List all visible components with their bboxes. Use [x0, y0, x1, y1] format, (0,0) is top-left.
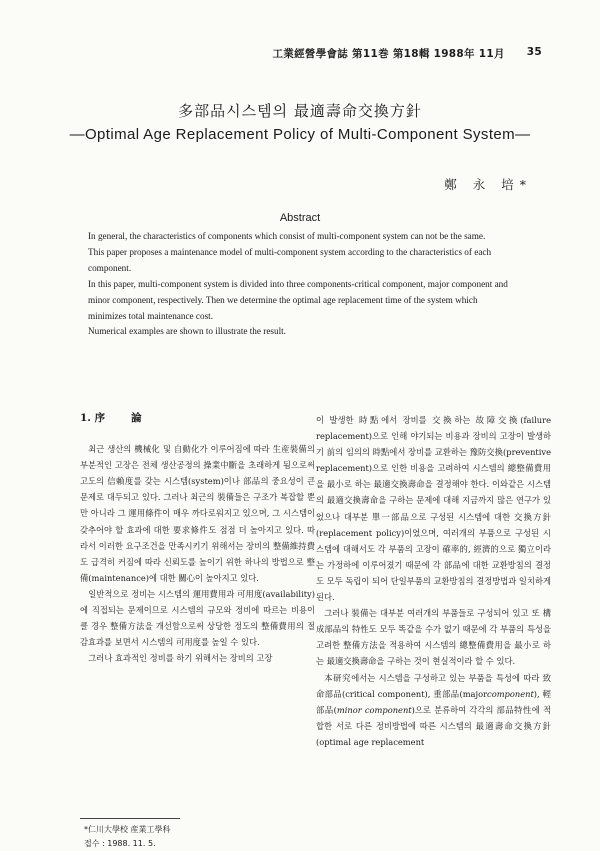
abstract-paragraph: In general, the characteristics of components which consist of multi-component system can not be the same. [88, 231, 486, 241]
body-paragraph: 그러나 효과적인 정비를 하기 위해서는 장비의 고장 [88, 653, 273, 664]
author-name: 鄭 永 培* [444, 177, 532, 192]
page-number: 35 [526, 46, 542, 58]
abstract-paragraph: Numerical examples are shown to illustrate the result. [88, 326, 286, 337]
italic-text: component [487, 688, 534, 699]
section-number: 1. 序 [80, 412, 106, 424]
body-paragraph: 일반적으로 정비는 시스템의 運用費用과 可用度(availability)에 직접되는 문제이므로 시스템의 규모와 정비에 따르는 비용이 클 경우 整備方法을 개선함으로써 상당한 정도의 整備費用의 절감효과를 보면서 시스템의 可用度를 높일 수 있다. [80, 588, 315, 648]
body-paragraph [316, 670, 551, 750]
title-korean: 多部品시스템의 最適壽命交換方針 [178, 102, 422, 120]
left-column [80, 410, 315, 666]
section-name: 論 [131, 412, 142, 424]
text-run: )으로 분류하여 각각의 部品特性에 적합한 서로 다른 정비방법에 따른 시스템의 最適壽命交換方針(optimal age replacement [316, 704, 551, 747]
body-paragraph: 이 발생한 時點에서 장비를 交換하는 故障交換(failure replacement)으로 인해 야기되는 비용과 장비의 고장이 발생하기 前의 임의의 時點에서 장비를 교환하는 豫防交換(preventive replacement)으로 인한 비용을 고려하여 시스템의 總整備費用을 最小로 하는 最適交換壽命을 결정해야 한다. 이와같은 시스템의 最適交換壽命을 구하는 문제에 대해 지금까지 많은 연구가 있었으나 대부분 單一部品으로 구성된 시스템에 대한 交換方針(replacement policy)이었으며, 여러개의 부품으로 구성된 시스템에 대해서도 각 부품의 고장이 確率的, 經濟的으로 獨立이라는 가정하에 이루어졌기 때문에 각 部品에 대한 교환방침의 결정도 모두 독립이 되어 단일부품의 교환방침의 결정방법과 일치하게 된다. [316, 415, 551, 603]
footnote [84, 823, 171, 851]
footnote-divider [80, 818, 180, 819]
received-date: 접수 : 1988. 11. 5. [84, 839, 156, 848]
body-paragraph: 최근 생산의 機械化 및 自動化가 이루어짐에 따라 生産裝備의 부분적인 고장은 전체 생산공정의 操業中斷을 초래하게 됨으로써 고도의 信賴度를 갖는 시스템(system)이나 部品의 중요성이 큰 문제로 대두되고 있다. 그러나 최근의 裝備들은 구조가 복잡할 뿐만 아니라 그 運用條件이 매우 까다로워지고 있으며, 그 시스템이 갖추어야 할 효과에 대한 要求條件도 점점 더 높아지고 있다. 따라서 이러한 요구조건을 만족시키기 위해서는 장비의 整備維持費도 급격히 커짐에 따라 신뢰도를 높이기 위한 하나의 방법으로 整備(maintenance)에 대한 關心이 높아지고 있다. [80, 444, 315, 583]
abstract-paragraph: This paper proposes a maintenance model of multi-component system according to the characteristics of each component. [88, 246, 492, 273]
text-run: 本研究에서는 시스템을 구성하고 있는 부품을 특성에 따라 致命部品(critical component), 重部品(major [316, 672, 551, 699]
journal-citation: 工業經營學會誌 第11巻 第18輯 1988年 11月 [272, 48, 505, 60]
abstract-paragraph: In this paper, multi-component system is divided into three components-critical component, major component and minor component, respectively. Then we determine the optimal age replacement time of the system which minimizes total maintenance cost. [88, 278, 508, 321]
abstract-body [88, 229, 518, 340]
journal-header [273, 46, 543, 61]
abstract-heading: Abstract [279, 212, 321, 224]
author-affiliation: *仁川大學校 産業工學科 [84, 825, 171, 834]
title-english: —Optimal Age Replacement Policy of Multi-Component System— [69, 126, 531, 143]
section-heading [80, 410, 315, 426]
right-column [316, 412, 551, 750]
text-run: ), 輕部品( [316, 688, 551, 715]
italic-text: minor component [336, 704, 412, 715]
body-paragraph: 그러나 裝備는 대부분 여러개의 부품들로 구성되어 있고 또 構成部品의 特性도 모두 똑같을 수가 없기 때문에 각 부품의 특성을 고려한 整備方法을 적용하여 시스템의 總整備費用을 最小로 하는 最適交換壽命을 구하는 것이 현실적이라 할 수 있다. [316, 608, 551, 667]
